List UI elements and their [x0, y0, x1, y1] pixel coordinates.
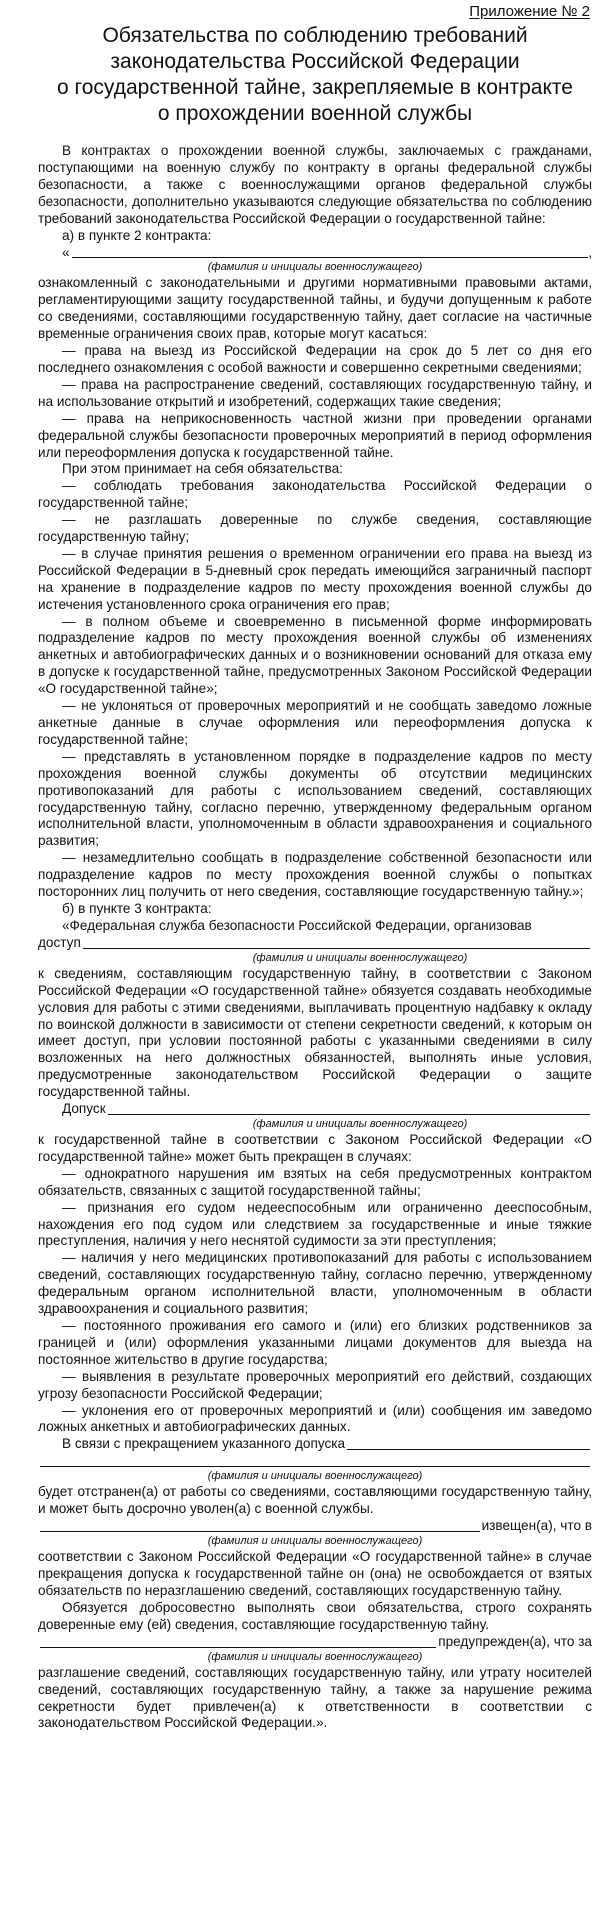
removal-paragraph: будет отстранен(а) от работы со сведениями, составляющими государственную тайну, и может быть досрочно уволен(а) с военной службы.	[38, 1484, 592, 1517]
title-line: о государственной тайне, закрепляемые в контракте	[57, 76, 573, 99]
name-fill-row	[38, 244, 592, 261]
name-caption: (фамилия и инициалы военнослужащего)	[207, 261, 423, 274]
name-blank-line	[40, 1634, 436, 1648]
termination-fill-row-2	[38, 1453, 592, 1470]
section-a-label: а) в пункте 2 контракта:	[62, 227, 212, 243]
termination-item: — постоянного проживания его самого и (или) его близких родственников за границей и (или) оформления указанными лицами документов для выезда на постоянное жительство в другие государства;	[38, 1318, 592, 1367]
obligation-item: — незамедлительно сообщать в подразделение собственной безопасности или подразделение кадров по месту прохождения военной службы о попытках посторонних лиц получить от него сведения, составляющие государственную тайну.»;	[38, 850, 592, 900]
termination-intro: к государственной тайне в соответствии с Законом Российской Федерации «О государственной тайне» может быть прекращен в случаях:	[38, 1132, 592, 1164]
name-blank-line	[40, 1518, 480, 1532]
termination-item: — наличия у него медицинских противопоказаний для работы с использованием сведений, составляющих государственную тайну, согласно перечню, утвержденному федеральным органом исполнительной власти, уполномоченным в области здравоохранения и социального развития;	[38, 1250, 592, 1317]
termination-item: — однократного нарушения им взятых на себя предусмотренных контрактом обязательств, связанных с защитой государственной тайны;	[38, 1165, 592, 1198]
obligation-item: — в случае принятия решения о временном ограничении его права на выезд из Российской Федерации в 5-дневный срок передать имеющийся заграничный паспорт на хранение в подразделение кадров по месту прохождения военной службы до истечения установленного срока ограничения его прав;	[38, 545, 592, 612]
name-blank-line	[347, 1436, 590, 1450]
admission-fill-row	[38, 1101, 592, 1118]
notified-label: извещен(а), что в	[481, 1518, 592, 1534]
name-blank-line	[83, 935, 590, 949]
access-fill-row	[38, 935, 592, 952]
quote-comma: ,	[588, 244, 592, 260]
termination-fill-row	[38, 1436, 592, 1453]
document-body	[38, 143, 592, 1732]
title-line: о прохождении военной службы	[157, 102, 473, 125]
commitment-paragraph: Обязуется добросовестно выполнять свои обязательства, строго сохранять доверенные ему (ей) сведения, составляющие государственную тайну.	[38, 1599, 592, 1632]
name-blank-line	[72, 244, 589, 258]
warned-paragraph: разглашение сведений, составляющих государственную тайну, или утрату носителей сведений, составляющих государственную тайну, а также за нарушение режима секретности будет привлечен(а) к ответственности в соответствии с законодательством Российской Федерации.».	[38, 1664, 592, 1731]
intro-paragraph: В контрактах о прохождении военной службы, заключаемых с гражданами, поступающими на военную службу по контракту в органы федеральной службы безопасности, а также с военнослужащими органов федеральной службы безопасности, дополнительно указываются следующие обязательства по соблюдению требований законодательства Российской Федерации о государственной тайне:	[38, 143, 592, 226]
warned-fill-row	[38, 1634, 592, 1651]
appendix-label: Приложение № 2	[469, 3, 590, 20]
termination-link: В связи с прекращением указанного допуска	[62, 1436, 346, 1452]
name-caption: (фамилия и инициалы военнослужащего)	[207, 1535, 423, 1548]
name-caption: (фамилия и инициалы военнослужащего)	[207, 1470, 423, 1483]
consent-paragraph: ознакомленный с законодательными и другими нормативными правовыми актами, регламентирующими защиту государственной тайны, и будучи допущенным к работе со сведениями, составляющими государственную тайну, дает согласие на частичные временные ограничения своих прав, которые могут касаться:	[38, 275, 592, 342]
title-line: Обязательства по соблюдению требований	[102, 24, 528, 47]
termination-item: — выявления в результате проверочных мероприятий его действий, создающих угрозу безопасности Российской Федерации;	[38, 1368, 592, 1401]
section-b-label: б) в пункте 3 контракта:	[62, 900, 212, 916]
name-caption: (фамилия и инициалы военнослужащего)	[207, 1650, 423, 1663]
notified-fill-row	[38, 1518, 592, 1535]
restriction-item: — права на распространение сведений, составляющих государственную тайну, и на использование открытий и изобретений, содержащих такие сведения;	[38, 376, 592, 409]
name-caption: (фамилия и инициалы военнослужащего)	[252, 1118, 468, 1131]
fsb-line: «Федеральная служба безопасности Российской Федерации, организовав	[62, 917, 532, 933]
name-caption: (фамилия и инициалы военнослужащего)	[252, 951, 468, 964]
restriction-item: — права на выезд из Российской Федерации на срок до 5 лет со дня его последнего ознакомления с особой важности и совершенно секретными сведениями;	[38, 343, 592, 375]
quote-open: «	[62, 244, 70, 260]
termination-item: — уклонения его от проверочных мероприятий и (или) сообщения им заведомо ложных анкетных и автобиографических данных.	[38, 1402, 592, 1435]
obligation-item: — представлять в установленном порядке в подразделение кадров по месту прохождения военной службы документы об отсутствии медицинских противопоказаний для работы с использованием сведений, составляющих государственную тайну, согласно перечню, утвержденному федеральным органом исполнительной власти, уполномоченным в области здравоохранения и социального развития;	[38, 748, 592, 849]
name-blank-line	[108, 1101, 590, 1115]
notified-paragraph: соответствии с Законом Российской Федерации «О государственной тайне» в случае прекращения допуска к государственной тайне он (она) не освобождается от взятых обязательств по неразглашению сведений, составляющих государственную тайну.	[38, 1549, 592, 1598]
document-title	[44, 23, 586, 127]
obligation-item: — соблюдать требования законодательства Российской Федерации о государственной тайне;	[38, 478, 592, 511]
termination-item: — признания его судом недееспособным или ограниченно дееспособным, нахождения его под судом или следствием за государственные и иные тяжкие преступления, наличия у него неснятой судимости за эти преступления;	[38, 1199, 592, 1249]
admission-label: Допуск	[62, 1101, 106, 1117]
access-word: доступ	[38, 934, 81, 950]
obligation-item: — не разглашать доверенные по службе сведения, составляющие государственную тайну;	[38, 512, 592, 545]
obligations-intro: При этом принимает на себя обязательства:	[62, 461, 343, 477]
obligation-item: — не уклоняться от проверочных мероприятий и не сообщать заведомо ложные анкетные данные в случае оформления или переоформления допуска к государственной тайне;	[38, 698, 592, 747]
warned-label: предупрежден(а), что за	[438, 1633, 592, 1649]
restriction-item: — права на неприкосновенность частной жизни при проведении органами федеральной службы безопасности проверочных мероприятий в период оформления или переоформления допуска к государственной тайне.	[38, 410, 592, 460]
fsb-duties-paragraph: к сведениям, составляющим государственную тайну, в соответствии с Законом Российской Федерации «О государственной тайне» обязуется создавать необходимые условия для работы с этими сведениями, выплачивать процентную надбавку к окладу по воинской должности в зависимости от степени секретности сведений, к которым он имеет доступ, при условии постоянной работы с указанными сведениями в силу возложенных на него должностных обязанностей, выполнять иные условия, предусмотренные законодательством Российской Федерации о защите государственной тайны.	[38, 965, 592, 1100]
title-line: законодательства Российской Федерации	[110, 50, 520, 73]
name-blank-line	[40, 1453, 590, 1467]
obligation-item: — в полном объеме и своевременно в письменной форме информировать подразделение кадров по месту прохождения военной службы об изменениях анкетных и автобиографических данных и о возникновении оснований для отказа ему в допуске к государственной тайне, предусмотренных Законом Российской Федерации «О государственной тайне»;	[38, 613, 592, 697]
